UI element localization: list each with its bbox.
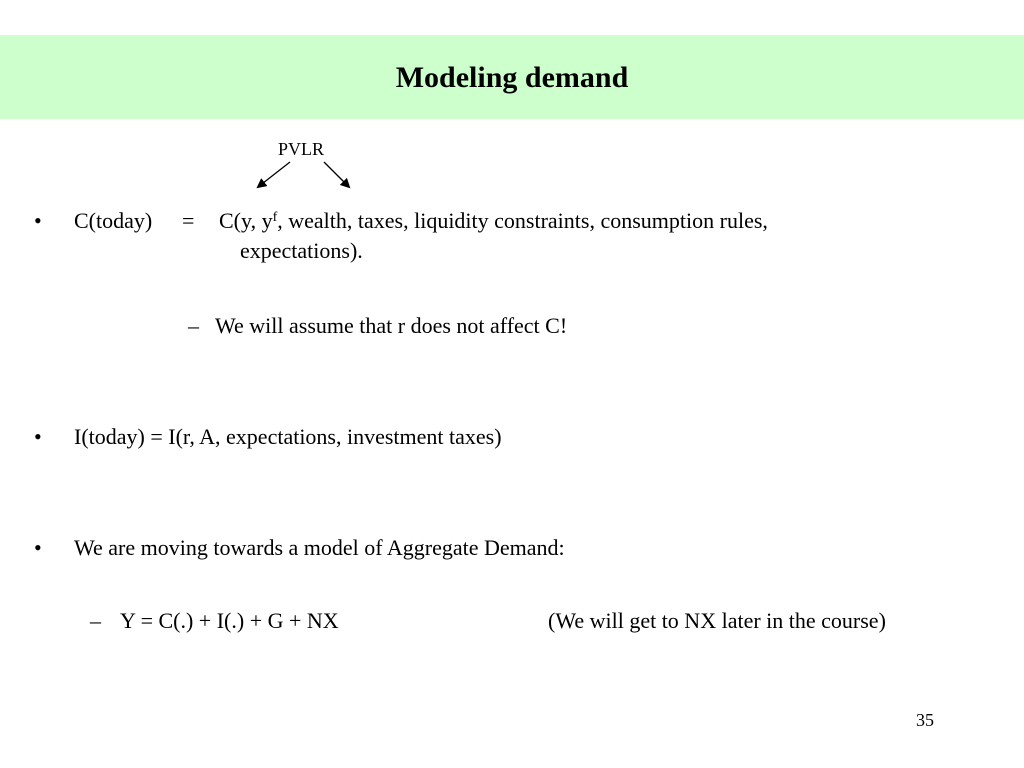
aggregate-line: We are moving towards a model of Aggregate Demand:: [74, 535, 565, 560]
r-note: We will assume that r does not affect C!: [215, 313, 568, 338]
aggregate-equation: Y = C(.) + I(.) + G + NX: [120, 608, 339, 633]
sub-dash: –: [90, 608, 101, 633]
bullet-point: •: [34, 424, 42, 449]
consumption-equals: =: [182, 208, 195, 233]
sub-dash: –: [188, 313, 199, 338]
pvlr-arrows: [250, 158, 360, 194]
arrow-right: [324, 162, 349, 187]
consumption-rhs-end: , wealth, taxes, liquidity constraints, consumption rules,: [277, 208, 768, 233]
pvlr-annotation: PVLR: [278, 139, 325, 159]
equation-note: (We will get to NX later in the course): [548, 608, 886, 633]
bullet-point: •: [34, 535, 42, 560]
page-number: 35: [916, 710, 934, 730]
consumption-lhs: C(today): [74, 208, 153, 233]
consumption-rhs-start: C(y, y: [219, 208, 273, 233]
bullet-point: •: [34, 208, 42, 233]
investment-line: I(today) = I(r, A, expectations, investment taxes): [74, 424, 502, 449]
arrow-left: [258, 162, 290, 187]
consumption-superscript: f: [272, 210, 278, 225]
consumption-continuation: expectations).: [240, 238, 363, 263]
slide-title: Modeling demand: [395, 61, 629, 94]
consumption-rhs: [219, 208, 768, 234]
